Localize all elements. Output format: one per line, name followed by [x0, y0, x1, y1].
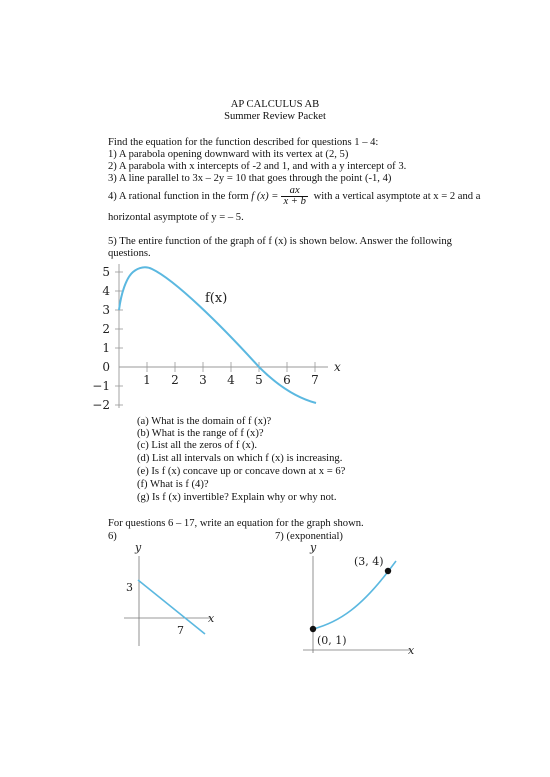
question-6-label: 6): [108, 531, 117, 542]
question-4-fx: f (x) =: [251, 190, 279, 202]
question-5c: (c) List all the zeros of f (x).: [137, 440, 258, 451]
q5-x-tick-label: 4: [227, 373, 235, 387]
q6-x-intercept-label: 7: [177, 624, 184, 637]
fraction-denominator: x + b: [283, 196, 306, 207]
q7-graph: [296, 540, 424, 656]
question-5f: (f) What is f (4)?: [137, 479, 209, 490]
q5-curve-label: f(x): [205, 291, 228, 306]
q5-x-tick-label: 2: [171, 373, 179, 387]
q7-point-a: [310, 626, 316, 632]
fraction-numerator: ax: [281, 186, 307, 197]
q5-y-tick-label: −2: [92, 398, 110, 412]
question-5-line-1: 5) The entire function of the graph of f (x) is shown below. Answer the following: [108, 236, 452, 247]
question-5g: (g) Is f (x) invertible? Explain why or why not.: [137, 492, 337, 503]
page-subtitle: Summer Review Packet: [224, 111, 326, 122]
q5-x-tick-label: 5: [255, 373, 263, 387]
question-4-fraction: [281, 186, 307, 207]
q5-x-tick-label: 7: [311, 373, 319, 387]
q7-point-b-label: (3, 4): [354, 555, 384, 568]
q7-y-axis-label: y: [310, 541, 317, 554]
q7-x-axis-label: x: [408, 644, 415, 656]
q6-graph: [118, 540, 218, 650]
question-4: [108, 186, 480, 207]
question-7-label: 7) (exponential): [275, 531, 343, 542]
question-5d: (d) List all intervals on which f (x) is increasing.: [137, 453, 343, 464]
q5-x-tick-label: 6: [283, 373, 291, 387]
intro-text: Find the equation for the function described for questions 1 – 4:: [108, 137, 379, 148]
question-4-suffix: with a vertical asymptote at x = 2 and a: [313, 190, 481, 202]
q5-x-axis-label: x: [334, 360, 341, 374]
q5-x-tick-label: 3: [199, 373, 207, 387]
q7-point-a-label: (0, 1): [317, 634, 347, 647]
q5-y-tick-label: 0: [102, 360, 110, 374]
q5-y-tick-label: 5: [102, 265, 110, 279]
question-5b: (b) What is the range of f (x)?: [137, 428, 264, 439]
q5-y-tick-label: 4: [102, 284, 110, 298]
questions-6-17-intro: For questions 6 – 17, write an equation for the graph shown.: [108, 518, 364, 529]
question-5a: (a) What is the domain of f (x)?: [137, 416, 272, 427]
q6-y-intercept-label: 3: [126, 581, 133, 594]
question-2: 2) A parabola with x intercepts of -2 and 1, and with a y intercept of 3.: [108, 161, 407, 172]
q5-y-tick-label: −1: [92, 379, 110, 393]
q5-graph: [88, 260, 358, 412]
q6-x-axis-label: x: [208, 612, 215, 625]
q5-y-tick-label: 3: [102, 303, 110, 317]
q6-y-axis-label: y: [135, 541, 142, 554]
question-1: 1) A parabola opening downward with its vertex at (2, 5): [108, 149, 349, 160]
question-5-line-2: questions.: [108, 248, 151, 259]
q5-x-tick-label: 1: [143, 373, 151, 387]
q7-curve: [313, 561, 396, 629]
q6-line: [138, 580, 205, 634]
question-5e: (e) Is f (x) concave up or concave down at x = 6?: [137, 466, 346, 477]
page-title: AP CALCULUS AB: [230, 99, 320, 110]
q7-point-b: [385, 568, 391, 574]
q5-y-tick-label: 2: [102, 322, 110, 336]
q5-y-tick-label: 1: [102, 341, 110, 355]
question-3: 3) A line parallel to 3x – 2y = 10 that goes through the point (-1, 4): [108, 173, 392, 184]
question-4-line-2: horizontal asymptote of y = – 5.: [108, 212, 244, 223]
question-4-prefix: 4) A rational function in the form: [108, 190, 249, 202]
